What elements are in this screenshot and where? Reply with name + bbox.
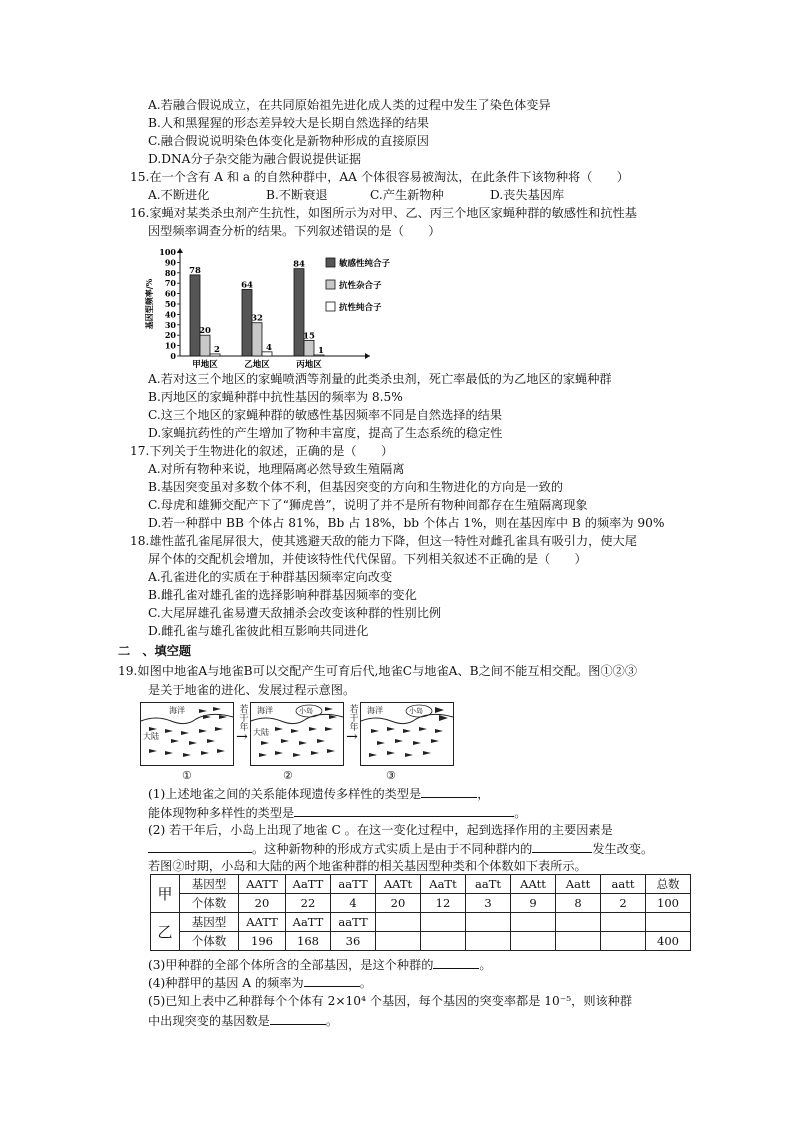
- data-label: 15: [303, 331, 315, 342]
- answer-blank-5[interactable]: [433, 956, 479, 969]
- q15-options: [148, 187, 564, 203]
- legend-label: 抗性杂合子: [339, 281, 382, 291]
- table-cell: aaTt: [466, 875, 511, 894]
- table-row: [151, 932, 691, 951]
- q17-option-b: B.基因突变虽对多数个体不利，但基因突变的方向和生物进化的方向是一致的: [148, 480, 564, 494]
- bar-1-1: [190, 275, 200, 356]
- q19-stem-line2: 是关于地雀的进化、发展过程示意图。: [148, 683, 356, 697]
- q16-option-c: C.这三个地区的家蝇种群的敏感性基因频率不同是自然选择的结果: [148, 408, 503, 422]
- table-cell: 400: [646, 932, 691, 951]
- answer-blank-4[interactable]: [532, 840, 592, 853]
- q16-option-a: A.若对这三个地区的家蝇喷洒等剂量的此类杀虫剂，死亡率最低的为乙地区的家蝇种群: [148, 372, 612, 386]
- table-cell: 8: [556, 894, 601, 913]
- table-cell: 总数: [646, 875, 691, 894]
- table-cell: aaTT: [331, 913, 376, 932]
- q19-sub1b-text: 能体现物种多样性的类型是: [148, 806, 295, 820]
- q19-sub2b-text: 。这种新物种的形成方式实质上是由于不同种群内的: [252, 842, 533, 856]
- table-cell: [421, 932, 466, 951]
- data-label: 4: [266, 342, 272, 353]
- data-label: 32: [251, 313, 263, 324]
- table-cell: 12: [421, 894, 466, 913]
- q18-stem-line1: 18.雄性蓝孔雀尾屏很大，使其逃避天敌的能力下降，但这一特性对雌孔雀具有吸引力，使大尾: [130, 534, 637, 548]
- table-cell: [421, 913, 466, 932]
- answer-blank-2[interactable]: [294, 804, 514, 817]
- q19-sub1a-end: ，: [477, 787, 490, 801]
- answer-blank-7[interactable]: [270, 1012, 326, 1025]
- q14-option-a: A.若融合假说成立，在共同原始祖先进化成人类的过程中发生了染色体变异: [148, 98, 551, 112]
- y-tick-label: 0: [170, 351, 176, 361]
- evolution-map-2: [250, 702, 344, 766]
- figure-label-2: ②: [283, 769, 293, 782]
- y-tick-label: 60: [164, 288, 176, 299]
- q17-stem: 17.下列关于生物进化的叙述，正确的是（ ）: [130, 444, 394, 458]
- q18-stem-line2: 屏个体的交配机会增加，并使该特性代代保留。下列相关叙述不正确的是（ ）: [148, 552, 587, 566]
- q18-option-b: B.雌孔雀对雄孔雀的选择影响种群基因频率的变化: [148, 588, 417, 602]
- q19-sub1-line2: [148, 804, 526, 821]
- q15-option-c: C.产生新物种: [370, 188, 444, 202]
- table-cell: [646, 913, 691, 932]
- q16-stem-line2: 因型频率调查分析的结果。下列叙述错误的是（ ）: [148, 224, 441, 238]
- q17-option-a: A.对所有物种来说，地理隔离必然导致生殖隔离: [148, 462, 405, 476]
- legend-swatch: [326, 302, 335, 311]
- y-tick-label: 20: [164, 330, 176, 341]
- evolution-map-1: [140, 702, 234, 766]
- q15-stem: 15.在一个含有 A 和 a 的自然种群中，AA 个体很容易被淘汰，在此条件下该物种将（ ）: [130, 170, 629, 184]
- q15-option-d: D.丧失基因库: [490, 188, 565, 202]
- evolution-map-3: [360, 702, 454, 766]
- y-axis-label: 基因型频率/%: [144, 278, 154, 330]
- time-arrow-1-label: 若干年: [237, 703, 248, 731]
- q15-option-b: B.不断衰退: [266, 188, 328, 202]
- q19-sub2b-tail: 发生改变。: [592, 842, 654, 856]
- q19-sub3: [148, 956, 492, 973]
- table-cell: 2: [601, 894, 646, 913]
- data-label: 84: [293, 259, 305, 270]
- map1-ocean-label: 海洋: [169, 706, 185, 715]
- legend-swatch: [326, 258, 335, 267]
- map1-mainland-label: 大陆: [143, 732, 159, 741]
- q19-sub4: [148, 974, 372, 991]
- q19-sub3-text: (3)甲种群的全部个体所含的全部基因，是这个种群的: [148, 958, 434, 972]
- data-label: 2: [214, 344, 220, 355]
- table-cell: AATT: [239, 875, 286, 894]
- genotype-header: 基因型: [180, 875, 239, 894]
- data-label: 20: [199, 326, 211, 337]
- table-cell: [511, 913, 556, 932]
- q19-table-intro: 若图②时期，小岛和大陆的两个地雀种群的相关基因型种类和个体数如下表所示。: [148, 859, 587, 873]
- q14-option-b: B.人和黑猩猩的形态差异较大是长期自然选择的结果: [148, 116, 429, 130]
- y-tick-label: 30: [164, 319, 176, 330]
- genotype-frequency-bar-chart: [144, 244, 418, 370]
- map3-island-label: 小岛: [409, 707, 423, 715]
- answer-blank-3[interactable]: [148, 840, 252, 853]
- q19-sub2-line1: (2) 若干年后，小岛上出现了地雀 C 。在这一变化过程中，起到选择作用的主要因素是: [148, 823, 613, 837]
- q15-option-a: A.不断进化: [148, 188, 210, 202]
- section-heading-fill-in: 二 、填空题: [118, 644, 192, 658]
- q19-sub3-end: 。: [479, 958, 492, 972]
- table-row: [151, 875, 691, 894]
- bar-2-2: [252, 323, 262, 356]
- table-cell: AaTT: [286, 913, 331, 932]
- bar-3-2: [304, 340, 314, 356]
- count-header: 个体数: [180, 894, 239, 913]
- y-tick-label: 40: [164, 309, 176, 320]
- table-row: [151, 913, 691, 932]
- table-cell: [376, 913, 421, 932]
- data-label: 64: [241, 280, 253, 291]
- q19-stem-line1: 19.如图中地雀A与地雀B可以交配产生可育后代,地雀C与地雀A、B之间不能互相交配。图①②③: [118, 664, 638, 678]
- table-cell: [601, 913, 646, 932]
- table-cell: [556, 932, 601, 951]
- table-cell: AATT: [239, 913, 286, 932]
- map2-island-label: 小岛: [299, 707, 313, 715]
- q17-option-d: D.若一种群中 BB 个体占 81%，Bb 占 18%，bb 个体占 1%，则在基因库中 B 的频率为 90%: [148, 516, 665, 530]
- time-arrow-2: 若干年 →: [346, 703, 358, 745]
- table-cell: 196: [239, 932, 286, 951]
- q14-option-d: D.DNA分子杂交能为融合假说提供证据: [148, 152, 362, 166]
- q18-option-c: C.大尾屏雄孔雀易遭天敌捕杀会改变该种群的性别比例: [148, 606, 442, 620]
- q19-sub1-line1: [148, 785, 489, 802]
- q18-option-d: D.雌孔雀与雄孔雀彼此相互影响共同进化: [148, 624, 369, 638]
- table-cell: [511, 932, 556, 951]
- table-cell: AAtt: [511, 875, 556, 894]
- map3-ocean-label: 海洋: [367, 706, 383, 715]
- time-arrow-1: 若干年 →: [236, 703, 248, 745]
- q16-option-b: B.丙地区的家蝇种群中抗性基因的频率为 8.5%: [148, 390, 403, 404]
- time-arrow-2-label: 若干年: [347, 703, 358, 731]
- legend-label: 敏感性纯合子: [339, 259, 391, 269]
- table-cell: [376, 932, 421, 951]
- table-cell: 4: [331, 894, 376, 913]
- table-cell: [466, 932, 511, 951]
- q17-option-c: C.母虎和雄狮交配产下了“狮虎兽”，说明了并不是所有物种间都存在生殖隔离现象: [148, 498, 588, 512]
- count-header: 个体数: [180, 932, 239, 951]
- population-jia-label: 甲: [151, 875, 180, 913]
- bar-3-1: [294, 269, 304, 356]
- y-tick-label: 50: [164, 299, 176, 309]
- q19-sub1a-text: (1)上述地雀之间的关系能体现遗传多样性的类型是: [148, 787, 422, 801]
- figure-label-1: ①: [182, 769, 192, 782]
- table-cell: 3: [466, 894, 511, 913]
- population-yi-label: 乙: [151, 913, 180, 951]
- table-cell: [556, 913, 601, 932]
- table-cell: 100: [646, 894, 691, 913]
- map2-mainland-label: 大陆: [253, 728, 269, 737]
- table-cell: [601, 932, 646, 951]
- legend-swatch: [326, 280, 335, 289]
- table-cell: 168: [286, 932, 331, 951]
- table-cell: 9: [511, 894, 556, 913]
- table-row: [151, 894, 691, 913]
- y-tick-label: 80: [164, 267, 176, 278]
- x-tick-label: 乙地区: [244, 360, 270, 370]
- bar-1-2: [200, 335, 210, 356]
- x-tick-label: 甲地区: [192, 360, 218, 370]
- table-cell: aaTT: [331, 875, 376, 894]
- table-cell: [466, 913, 511, 932]
- y-tick-label: 100: [159, 247, 176, 257]
- q16-stem-line1: 16.家蝇对某类杀虫剂产生抗性，如图所示为对甲、乙、丙三个地区家蝇种群的敏感性和抗性基: [130, 206, 637, 220]
- legend-label: 抗性纯合子: [339, 303, 382, 313]
- genotype-table: [150, 874, 691, 951]
- data-label: 1: [318, 345, 324, 356]
- figure-label-3: ③: [386, 769, 396, 782]
- answer-blank-1[interactable]: [421, 785, 477, 798]
- x-tick-label: 丙地区: [296, 360, 322, 370]
- answer-blank-6[interactable]: [304, 974, 360, 987]
- table-cell: 20: [239, 894, 286, 913]
- table-cell: 20: [376, 894, 421, 913]
- q19-sub5-line2: [148, 1012, 338, 1029]
- genotype-header: 基因型: [180, 913, 239, 932]
- q14-option-c: C.融合假说说明染色体变化是新物种形成的直接原因: [148, 134, 429, 148]
- y-tick-label: 70: [164, 278, 176, 289]
- q19-sub5-text: 中出现突变的基因数是: [148, 1014, 270, 1028]
- q16-option-d: D.家蝇抗药性的产生增加了物种丰富度，提高了生态系统的稳定性: [148, 426, 503, 440]
- q19-sub5-end: 。: [325, 1014, 339, 1028]
- y-tick-label: 90: [164, 257, 176, 268]
- q19-sub1b-end: 。: [514, 806, 527, 820]
- y-tick-label: 10: [164, 340, 176, 351]
- map2-ocean-label: 海洋: [257, 706, 273, 715]
- q19-sub2-line2: [148, 840, 653, 857]
- table-cell: 22: [286, 894, 331, 913]
- table-cell: AaTT: [286, 875, 331, 894]
- q19-sub5-line1: (5)已知上表中乙种群每个个体有 2×10⁴ 个基因，每个基因的突变率都是 10⁻⁵，则该种群: [148, 994, 633, 1008]
- table-cell: aatt: [601, 875, 646, 894]
- table-cell: 36: [331, 932, 376, 951]
- table-cell: AaTt: [421, 875, 466, 894]
- q19-sub4-end: 。: [359, 976, 372, 990]
- table-cell: AATt: [376, 875, 421, 894]
- x-axis-arrow: [365, 353, 370, 359]
- data-label: 78: [189, 265, 201, 276]
- table-cell: Aatt: [556, 875, 601, 894]
- q19-sub4-text: (4)种群甲的基因 A 的频率为: [148, 976, 304, 990]
- q18-option-a: A.孔雀进化的实质在于种群基因频率定向改变: [148, 570, 393, 584]
